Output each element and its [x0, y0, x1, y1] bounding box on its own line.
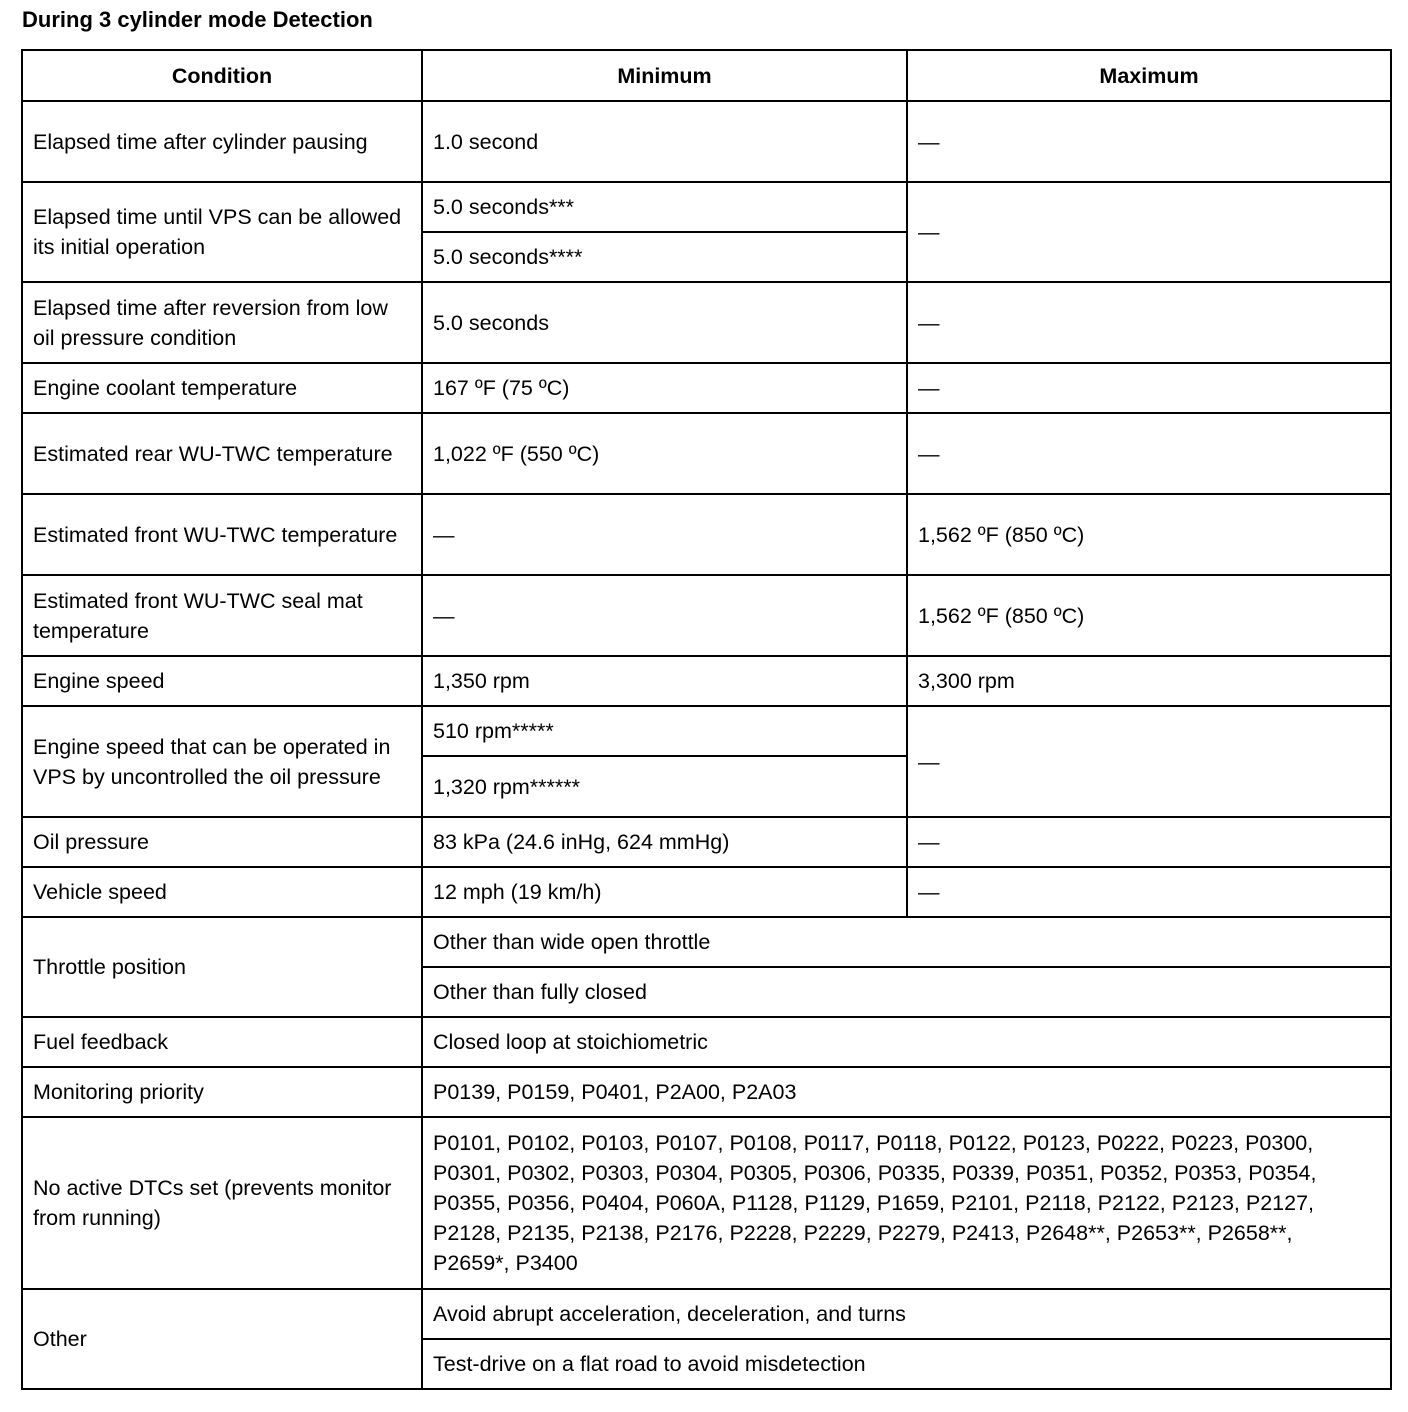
value-cell: P0139, P0159, P0401, P2A00, P2A03 [422, 1067, 1391, 1117]
table-row [22, 413, 1391, 494]
maximum-cell: 1,562 ºF (850 ºC) [907, 494, 1391, 575]
condition-cell: No active DTCs set (prevents monitor from running) [22, 1117, 422, 1289]
table-row [22, 656, 1391, 706]
value-cell: Avoid abrupt acceleration, deceleration, and turns [422, 1289, 1391, 1339]
header-minimum: Minimum [422, 50, 907, 101]
maximum-cell: — [907, 706, 1391, 817]
condition-cell: Throttle position [22, 917, 422, 1017]
table-row [22, 1067, 1391, 1117]
table-row [22, 1289, 1391, 1339]
table-row [22, 867, 1391, 917]
table-header-row [22, 50, 1391, 101]
maximum-cell: 1,562 ºF (850 ºC) [907, 575, 1391, 656]
value-cell: Test-drive on a flat road to avoid misdetection [422, 1339, 1391, 1389]
condition-cell: Vehicle speed [22, 867, 422, 917]
condition-cell: Estimated front WU-TWC temperature [22, 494, 422, 575]
page-title: During 3 cylinder mode Detection [22, 7, 373, 32]
condition-cell: Elapsed time until VPS can be allowed its initial operation [22, 182, 422, 282]
minimum-cell: 1.0 second [422, 101, 907, 182]
minimum-cell: 1,350 rpm [422, 656, 907, 706]
minimum-cell: — [422, 494, 907, 575]
condition-cell: Elapsed time after cylinder pausing [22, 101, 422, 182]
condition-cell: Engine speed that can be operated in VPS by uncontrolled the oil pressure [22, 706, 422, 817]
minimum-cell: 5.0 seconds*** [422, 182, 907, 232]
table-row [22, 182, 1391, 232]
minimum-cell: 5.0 seconds**** [422, 232, 907, 282]
header-condition: Condition [22, 50, 422, 101]
condition-cell: Estimated front WU-TWC seal mat temperature [22, 575, 422, 656]
maximum-cell: — [907, 817, 1391, 867]
table-row [22, 706, 1391, 756]
minimum-cell: 167 ºF (75 ºC) [422, 363, 907, 413]
table-row [22, 494, 1391, 575]
condition-cell: Fuel feedback [22, 1017, 422, 1067]
condition-cell: Engine coolant temperature [22, 363, 422, 413]
minimum-cell: 12 mph (19 km/h) [422, 867, 907, 917]
table-row [22, 363, 1391, 413]
condition-cell: Oil pressure [22, 817, 422, 867]
condition-cell: Engine speed [22, 656, 422, 706]
maximum-cell: — [907, 363, 1391, 413]
maximum-cell: — [907, 282, 1391, 363]
minimum-cell: 1,320 rpm****** [422, 756, 907, 817]
table-row [22, 817, 1391, 867]
minimum-cell: 83 kPa (24.6 inHg, 624 mmHg) [422, 817, 907, 867]
detection-conditions-table [21, 49, 1392, 1390]
value-cell: P0101, P0102, P0103, P0107, P0108, P0117, P0118, P0122, P0123, P0222, P0223, P0300, P0301, P0302, P0303, P0304, P0305, P0306, P0335, P0339, P0351, P0352, P0353, P0354, P0355, P0356, P0404, P060A, P1128, P1129, P1659, P2101, P2118, P2122, P2123, P2127, P2128, P2135, P2138, P2176, P2228, P2229, P2279, P2413, P2648**, P2653**, P2658**, P2659*, P3400 [422, 1117, 1391, 1289]
table-row [22, 282, 1391, 363]
condition-cell: Monitoring priority [22, 1067, 422, 1117]
table-row [22, 917, 1391, 967]
minimum-cell: 1,022 ºF (550 ºC) [422, 413, 907, 494]
maximum-cell: — [907, 413, 1391, 494]
table-row [22, 575, 1391, 656]
maximum-cell: — [907, 867, 1391, 917]
table-row [22, 1017, 1391, 1067]
maximum-cell: 3,300 rpm [907, 656, 1391, 706]
minimum-cell: — [422, 575, 907, 656]
value-cell: Other than fully closed [422, 967, 1391, 1017]
value-cell: Other than wide open throttle [422, 917, 1391, 967]
condition-cell: Elapsed time after reversion from low oil pressure condition [22, 282, 422, 363]
maximum-cell: — [907, 101, 1391, 182]
value-cell: Closed loop at stoichiometric [422, 1017, 1391, 1067]
minimum-cell: 5.0 seconds [422, 282, 907, 363]
condition-cell: Other [22, 1289, 422, 1389]
condition-cell: Estimated rear WU-TWC temperature [22, 413, 422, 494]
table-row [22, 101, 1391, 182]
maximum-cell: — [907, 182, 1391, 282]
header-maximum: Maximum [907, 50, 1391, 101]
table-row [22, 1117, 1391, 1289]
minimum-cell: 510 rpm***** [422, 706, 907, 756]
